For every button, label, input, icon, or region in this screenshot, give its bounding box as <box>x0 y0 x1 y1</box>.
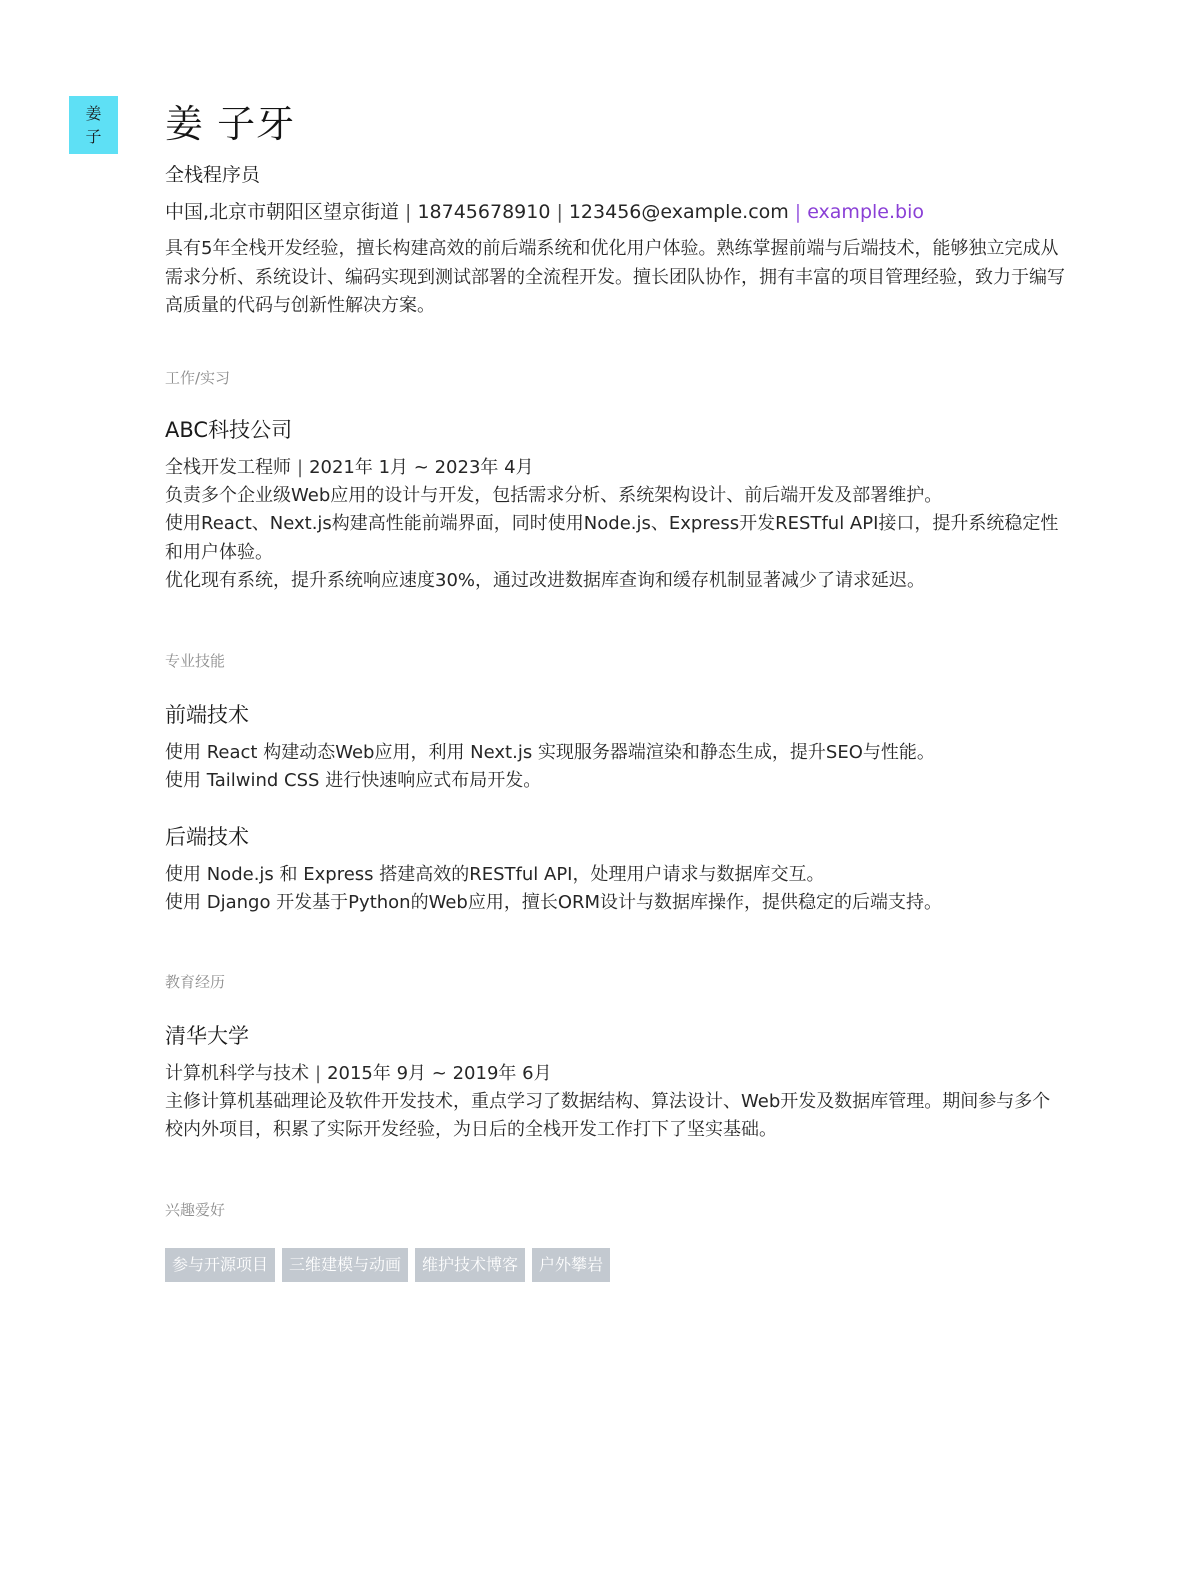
company-name: ABC科技公司 <box>165 417 293 442</box>
separator: | <box>405 201 412 223</box>
hobby-tag: 维护技术博客 <box>415 1248 525 1282</box>
separator: | <box>556 201 563 223</box>
job-period: 2021年 1月 ~ 2023年 4月 <box>309 456 534 478</box>
job-title: 全栈程序员 <box>165 164 261 186</box>
person-name: 姜 子牙 <box>165 102 296 146</box>
skill-point: 使用 React 构建动态Web应用，利用 Next.js 实现服务器端渲染和静态生成，提升SEO与性能。 <box>165 741 935 763</box>
section-label-skills: 专业技能 <box>165 651 226 670</box>
skill-point: 使用 Node.js 和 Express 搭建高效的RESTful API，处理用户请求与数据库交互。 <box>165 863 825 885</box>
resume-content <box>165 96 1065 1282</box>
skill-point: 使用 Django 开发基于Python的Web应用，擅长ORM设计与数据库操作，提供稳定的后端支持。 <box>165 892 943 913</box>
section-label-work: 工作/实习 <box>165 368 231 387</box>
school-name: 清华大学 <box>165 1023 249 1048</box>
avatar-badge <box>69 96 118 154</box>
job-role-line <box>165 454 1065 482</box>
education-line <box>165 1060 1065 1088</box>
separator: | <box>297 456 304 478</box>
education-period: 2015年 9月 ~ 2019年 6月 <box>327 1062 552 1084</box>
work-point: 使用React、Next.js构建高性能前端界面，同时使用Node.js、Express开发RESTful API接口，提升系统稳定性和用户体验。 <box>165 513 1059 563</box>
hobby-tags <box>165 1248 1065 1282</box>
education-description: 主修计算机基础理论及软件开发技术，重点学习了数据结构、算法设计、Web开发及数据库管理。期间参与多个校内外项目，积累了实际开发经验，为日后的全栈开发工作打下了坚实基础。 <box>165 1090 1051 1140</box>
job-role: 全栈开发工程师 <box>165 456 291 478</box>
hobby-tag: 参与开源项目 <box>165 1248 275 1282</box>
separator: | <box>315 1062 322 1084</box>
avatar-char: 子 <box>85 127 102 146</box>
skill-group-title: 后端技术 <box>165 824 249 849</box>
avatar-char: 姜 <box>85 104 102 123</box>
separator: | <box>794 201 802 223</box>
hobby-tag: 户外攀岩 <box>532 1248 610 1282</box>
address: 中国,北京市朝阳区望京街道 <box>165 201 400 223</box>
work-point: 负责多个企业级Web应用的设计与开发，包括需求分析、系统架构设计、前后端开发及部署维护。 <box>165 484 943 506</box>
skill-group-title: 前端技术 <box>165 702 249 727</box>
major: 计算机科学与技术 <box>165 1062 309 1084</box>
email[interactable]: 123456@example.com <box>568 201 789 223</box>
hobby-tag: 三维建模与动画 <box>282 1248 408 1282</box>
skill-point: 使用 Tailwind CSS 进行快速响应式布局开发。 <box>165 770 542 791</box>
section-label-education: 教育经历 <box>165 972 226 991</box>
phone: 18745678910 <box>417 201 551 223</box>
summary: 具有5年全栈开发经验，擅长构建高效的前后端系统和优化用户体验。熟练掌握前端与后端技术，能够独立完成从需求分析、系统设计、编码实现到测试部署的全流程开发。擅长团队协作，拥有丰富的项目管理经验，致力于编写高质量的代码与创新性解决方案。 <box>165 238 1065 316</box>
section-label-hobbies: 兴趣爱好 <box>165 1200 226 1219</box>
website-link[interactable]: example.bio <box>807 201 924 223</box>
work-point: 优化现有系统，提升系统响应速度30%，通过改进数据库查询和缓存机制显著减少了请求延迟。 <box>165 570 926 591</box>
contact-line <box>165 199 1065 225</box>
